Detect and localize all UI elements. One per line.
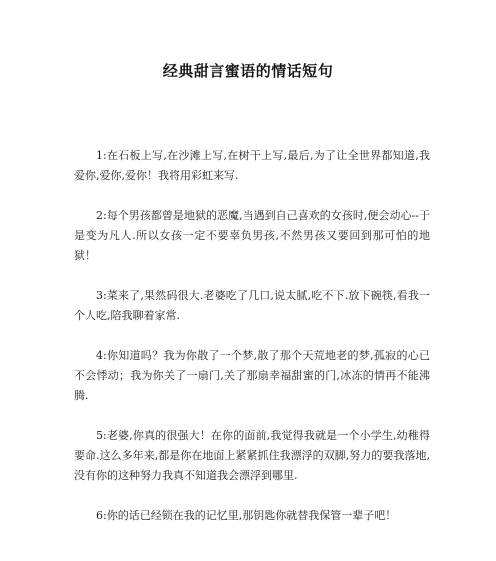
paragraph-4: 4:你知道吗？我为你散了一个梦,散了那个天荒地老的梦,孤寂的心已不会悸动；我为你关了一扇门,关了那扇幸福甜蜜的门,冰冻的情再不能沸腾. — [74, 349, 430, 402]
document-body — [74, 146, 430, 546]
paragraph-1: 1:在石板上写,在沙滩上写,在树干上写,最后,为了让全世界都知道,我爱你,爱你,爱你！我将用彩虹来写. — [74, 149, 430, 182]
paragraph-5: 5:老婆,你真的很强大！在你的面前,我觉得我就是一个小学生,幼稚得要命.这么多年来,都是你在地面上紧紧抓住我漂浮的双脚,努力的要我落地,没有你的这种努力我真不知道我会漂浮到哪里. — [74, 429, 430, 482]
paragraph-6: 6:你的话已经锁在我的记忆里,那钥匙你就替我保管一辈子吧！ — [96, 509, 397, 522]
document-title: 经典甜言蜜语的情话短句 — [162, 62, 334, 80]
paragraph-2: 2:每个男孩都曾是地狱的恶魔,当遇到自己喜欢的女孩时,便会动心--于是变为凡人.所以女孩一定不要辜负男孩,不然男孩又要回到那可怕的地狱！ — [74, 209, 430, 262]
paragraph-3: 3:菜来了,果然码很大.老婆吃了几口,说太腻,吃不下.放下碗筷,看我一个人吃,陪我聊着家常. — [74, 289, 430, 322]
